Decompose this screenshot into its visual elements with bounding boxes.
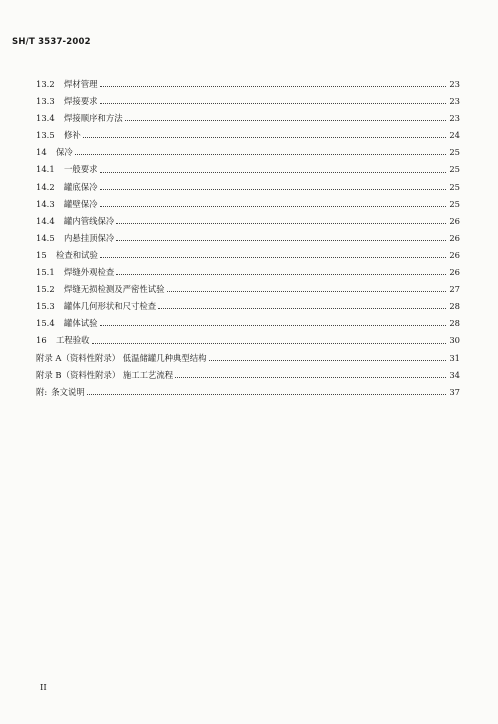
toc-title: 罐底保冷 — [64, 181, 98, 192]
toc-page: 26 — [449, 267, 460, 278]
toc-title: 罐内管线保冷 — [64, 215, 115, 226]
toc-number: 13.3 — [36, 96, 55, 107]
toc-row[interactable] — [36, 281, 460, 298]
toc-page: 28 — [449, 318, 460, 329]
leader-dots — [100, 172, 447, 173]
toc-number: 14.2 — [36, 181, 55, 192]
toc-row[interactable] — [36, 196, 460, 213]
toc-row[interactable] — [36, 213, 460, 230]
toc-row[interactable] — [36, 298, 460, 315]
toc-row[interactable] — [36, 144, 460, 161]
toc-title: 工程验收 — [56, 335, 90, 346]
toc-row[interactable] — [36, 161, 460, 178]
leader-dots — [116, 240, 446, 241]
leader-dots — [100, 189, 447, 190]
leader-dots — [209, 360, 446, 361]
toc-page: 25 — [449, 164, 460, 175]
toc-row[interactable] — [36, 247, 460, 264]
leader-dots — [100, 325, 447, 326]
toc-page: 26 — [449, 232, 460, 243]
toc-title: 条文说明 — [51, 386, 85, 397]
toc-title: 焊缝外观检查 — [64, 267, 115, 278]
toc-row[interactable] — [36, 179, 460, 196]
toc-page: 34 — [449, 369, 460, 380]
leader-dots — [100, 257, 446, 258]
toc-row[interactable] — [36, 315, 460, 332]
toc-title: 罐壁保冷 — [64, 198, 98, 209]
toc-row[interactable] — [36, 332, 460, 349]
toc-number: 16 — [36, 335, 47, 346]
toc-number: 14 — [36, 147, 47, 158]
toc-number: 附: — [36, 386, 48, 397]
toc-title: 焊缝无损检测及严密性试验 — [64, 284, 165, 295]
toc-page: 24 — [449, 130, 460, 141]
toc-row[interactable] — [36, 76, 460, 93]
toc-title: （资料性附录） 低温储罐几种典型结构 — [61, 352, 207, 363]
toc-page: 26 — [449, 215, 460, 226]
toc-row[interactable] — [36, 264, 460, 281]
toc-title: 焊接顺序和方法 — [64, 113, 123, 124]
toc-title: 焊材管理 — [64, 79, 98, 89]
toc-page: 31 — [449, 352, 460, 363]
toc-page: 23 — [449, 113, 460, 124]
table-of-contents — [36, 76, 460, 401]
toc-title: 焊接要求 — [64, 96, 98, 107]
toc-title: 内悬挂顶保冷 — [64, 232, 115, 243]
toc-number: 13.4 — [36, 113, 55, 124]
toc-page: 26 — [449, 249, 460, 260]
toc-title: 一般要求 — [64, 164, 98, 175]
toc-page: 23 — [449, 96, 460, 107]
leader-dots — [125, 120, 446, 121]
leader-dots — [167, 291, 447, 292]
leader-dots — [92, 343, 447, 344]
toc-page: 25 — [449, 198, 460, 209]
toc-page: 30 — [449, 335, 460, 346]
toc-number: 14.5 — [36, 232, 55, 243]
toc-page: 23 — [449, 79, 460, 89]
toc-row[interactable] — [36, 367, 460, 384]
toc-number: 15.3 — [36, 301, 55, 312]
toc-number: 附录 A — [36, 352, 62, 363]
toc-page: 25 — [449, 147, 460, 158]
toc-row[interactable] — [36, 230, 460, 247]
toc-number: 13.5 — [36, 130, 55, 141]
toc-title: 罐体几何形状和尺寸检查 — [64, 301, 157, 312]
leader-dots — [116, 223, 446, 224]
leader-dots — [158, 308, 446, 309]
toc-title: 罐体试验 — [64, 318, 98, 329]
leader-dots — [87, 394, 446, 395]
toc-title: 检查和试验 — [56, 249, 98, 260]
toc-number: 13.2 — [36, 79, 55, 89]
toc-page: 37 — [449, 386, 460, 397]
leader-dots — [100, 206, 447, 207]
toc-row[interactable] — [36, 110, 460, 127]
toc-number: 14.4 — [36, 215, 55, 226]
toc-number: 14.1 — [36, 164, 55, 175]
toc-title: 修补 — [64, 130, 81, 141]
toc-page: 28 — [449, 301, 460, 312]
toc-title: 保冷 — [56, 147, 73, 158]
toc-page: 27 — [449, 284, 460, 295]
leader-dots — [100, 86, 447, 87]
toc-row[interactable] — [36, 93, 460, 110]
toc-number: 14.3 — [36, 198, 55, 209]
leader-dots — [75, 154, 446, 155]
page-number: II — [40, 683, 47, 693]
toc-title: （资料性附录） 施工工艺流程 — [61, 369, 174, 380]
toc-number: 15.2 — [36, 284, 55, 295]
leader-dots — [116, 274, 446, 275]
leader-dots — [83, 137, 446, 138]
toc-number: 15 — [36, 249, 47, 260]
toc-row[interactable] — [36, 127, 460, 144]
leader-dots — [100, 103, 447, 104]
toc-row[interactable] — [36, 350, 460, 367]
toc-page: 25 — [449, 181, 460, 192]
toc-number: 15.1 — [36, 267, 55, 278]
toc-number: 附录 B — [36, 369, 62, 380]
toc-number: 15.4 — [36, 318, 55, 329]
toc-row[interactable] — [36, 384, 460, 401]
leader-dots — [175, 377, 446, 378]
standard-code: SH/T 3537-2002 — [12, 37, 91, 47]
